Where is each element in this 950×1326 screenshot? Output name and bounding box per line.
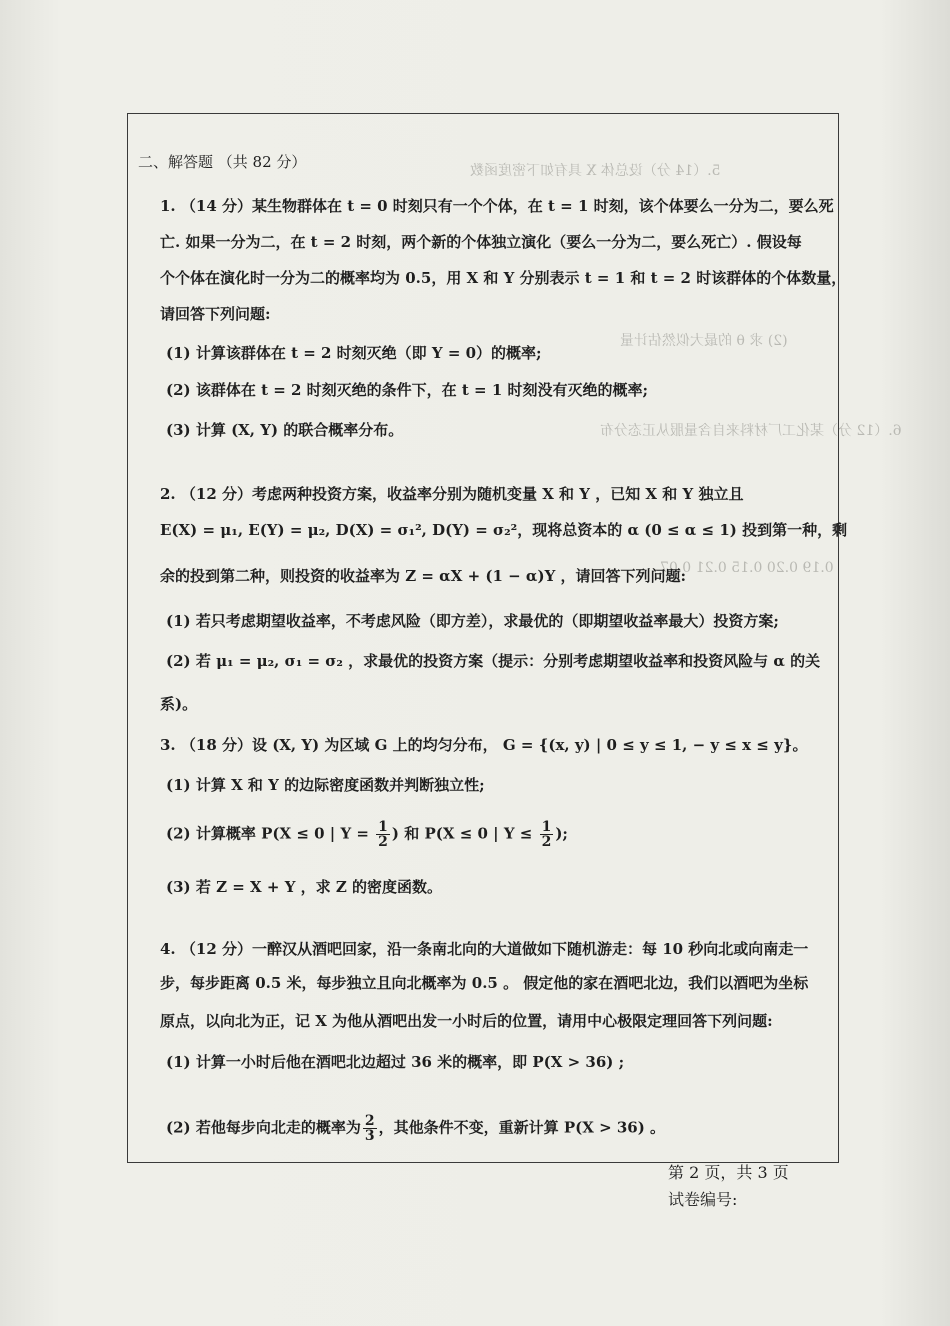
q2-part-2: (2) 若 μ₁ = μ₂, σ₁ = σ₂ ，求最优的投资方案（提示：分别考虑期望收益率和投资风险与 α 的关 [166,652,821,670]
q1-part-3: (3) 计算 (X, Y) 的联合概率分布。 [166,421,404,439]
q3-part-2-suffix: ); [555,824,568,843]
fraction-one-half-2 [540,820,554,849]
q2-line-3: 余的投到第二种，则投资的收益率为 Z = αX + (1 − α)Y ，请回答下列问题: [160,567,687,585]
section-heading: 二、解答题 （共 82 分） [138,153,307,171]
fraction-denominator: 2 [378,834,388,850]
q4-part-2-suffix: ，其他条件不变，重新计算 P(X > 36) 。 [378,1118,666,1137]
q4-part-1: (1) 计算一小时后他在酒吧北边超过 36 米的概率，即 P(X > 36) ; [166,1053,625,1071]
fraction-denominator-2: 2 [541,834,552,850]
q1-line-3: 个个体在演化时一分为二的概率均为 0.5，用 X 和 Y 分别表示 t = 1 和 t = 2 时该群体的个体数量， [160,269,847,287]
q2-part-1: (1) 若只考虑期望收益率，不考虑风险（即方差），求最优的（即期望收益率最大）投资方案; [166,612,779,630]
fraction-numerator-2: 1 [541,819,552,835]
q2-line-2: E(X) = μ₁, E(Y) = μ₂, D(X) = σ₁², D(Y) = σ₂²，现将总资本的 α (0 ≤ α ≤ 1) 投到第一种，剩 [160,521,848,539]
q1-part-2: (2) 该群体在 t = 2 时刻灭绝的条件下，在 t = 1 时刻没有灭绝的概率; [166,381,649,399]
page-number: 第 2 页，共 3 页 [668,1163,789,1182]
q1-line-1: 1. （14 分）某生物群体在 t = 0 时刻只有一个个体，在 t = 1 时刻，该个体要么一分为二，要么死 [160,197,834,215]
q1-line-4: 请回答下列问题: [160,305,271,323]
q3-part-1: (1) 计算 X 和 Y 的边际密度函数并判断独立性; [166,776,485,794]
fraction-numerator: 2 [364,1113,375,1129]
bleed-through-mark: 0.19 0.20 0.15 0.21 0.07 [660,560,834,576]
q3-part-3: (3) 若 Z = X + Y ，求 Z 的密度函数。 [166,878,443,896]
q3-part-2-prefix: (2) 计算概率 P(X ≤ 0 | Y = [166,824,375,843]
bleed-through-mark: (2) 求 θ 的最大似然估计量 [620,333,788,349]
q4-part-2 [166,1114,665,1143]
q3-part-2-mid: ) 和 P(X ≤ 0 | Y ≤ [391,824,538,843]
bleed-through-mark: 5.（14 分）设总体 X 具有如下密度函数 [470,163,721,179]
q1-line-2: 亡. 如果一分为二，在 t = 2 时刻，两个新的个体独立演化（要么一分为二，要么死亡）. 假设每 [160,233,802,251]
bleed-through-mark: 6.（12 分）某化工厂材料来自含量服从正态分布 [600,423,902,439]
exam-code-label: 试卷编号: [668,1190,738,1209]
fraction-denominator: 3 [364,1128,375,1144]
q2-part-2-cont: 系)。 [160,695,198,713]
q4-line-3: 原点，以向北为正，记 X 为他从酒吧出发一小时后的位置，请用中心极限定理回答下列问题: [160,1012,773,1030]
fraction-two-thirds [363,1114,377,1143]
q4-part-2-prefix: (2) 若他每步向北走的概率为 [166,1118,361,1137]
q3-line-1: 3. （18 分）设 (X, Y) 为区域 G 上的均匀分布， G = {(x, y) | 0 ≤ y ≤ 1, − y ≤ x ≤ y}。 [160,736,808,754]
q2-line-1: 2. （12 分）考虑两种投资方案，收益率分别为随机变量 X 和 Y ，已知 X 和 Y 独立且 [160,485,744,503]
q4-line-2: 步，每步距离 0.5 米，每步独立且向北概率为 0.5 。 假定他的家在酒吧北边，我们以酒吧为坐标 [160,974,809,992]
q1-part-1: (1) 计算该群体在 t = 2 时刻灭绝（即 Y = 0）的概率; [166,344,542,362]
fraction-numerator: 1 [378,819,388,835]
q4-line-1: 4. （12 分）一醉汉从酒吧回家，沿一条南北向的大道做如下随机游走：每 10 秒向北或向南走一 [160,940,809,958]
fraction-one-half [376,820,390,849]
q3-part-2 [166,820,568,849]
